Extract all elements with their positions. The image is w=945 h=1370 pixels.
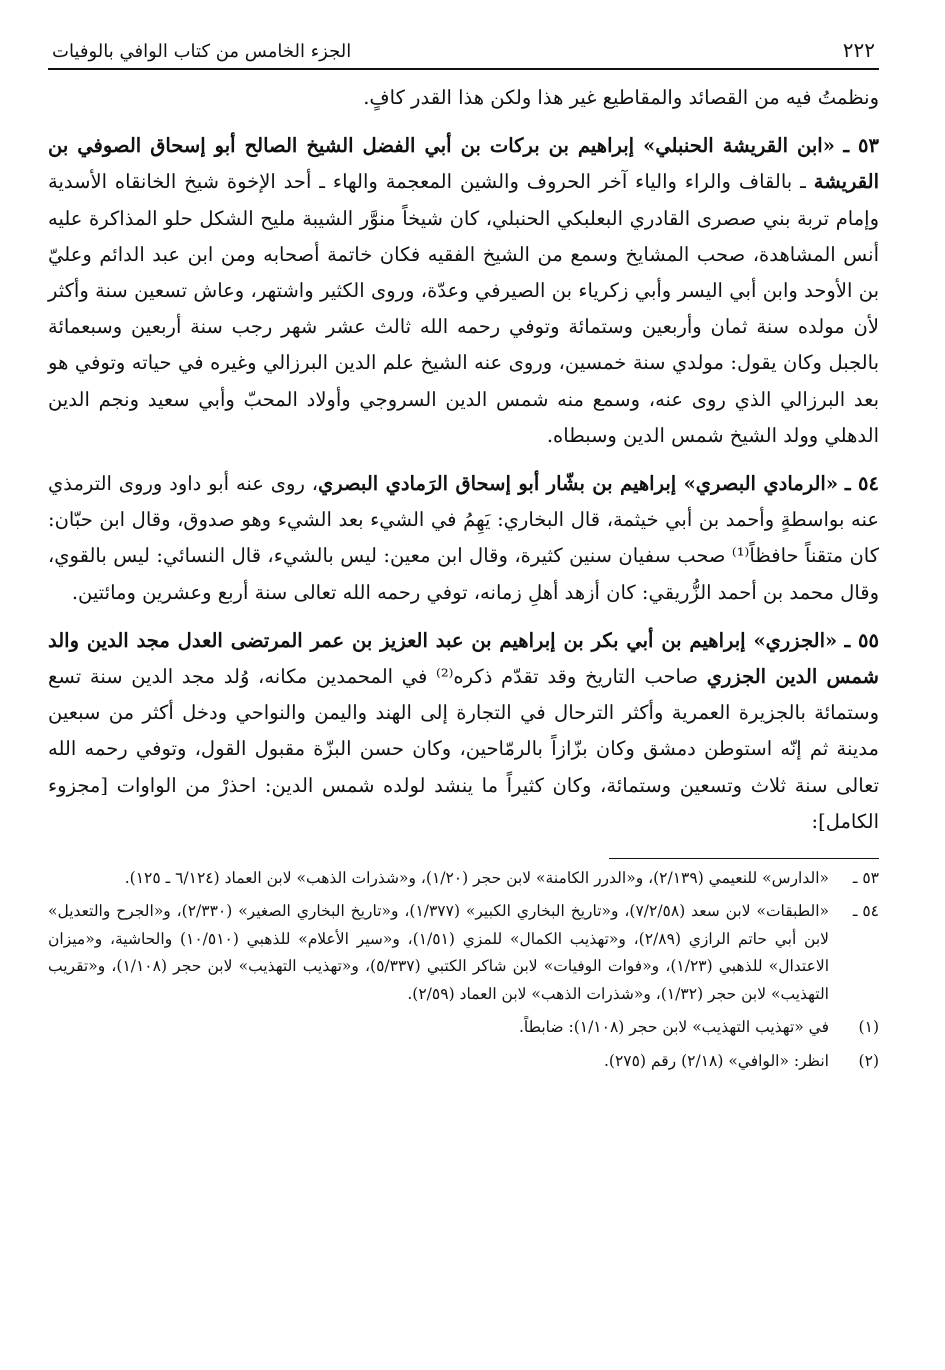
entry-55 <box>48 623 879 840</box>
footnote <box>48 865 879 892</box>
entry-text: ـ بالقاف والراء والياء آخر الحروف والشين المعجمة والهاء ـ أحد الإخوة شيخ الخانقاه الأسدية وإمام تربة بني صصرى القادري البعلبكي الحنبلي، كان شيخاً منوَّر الشيبة مليح الشكل حلو المذاكرة عليه أنس المشاهدة، صحب المشايخ وسمع من الشيخ الفقيه فكان خاتمة أصحابه ومن ابن عبد الدائم وعليّ بن الأوحد وابن أبي اليسر وأبي زكرياء بن الصيرفي وعدّة، وروى الكثير واشتهر، وعاش تسعين سنة وأكثر لأن مولده سنة ثمان وأربعين وستمائة وتوفي رحمه الله ثالث عشر شهر رجب سنة أربعين وسبعمائة بالجبل وكان يقول: مولدي سنة خمسين، وروى عنه الشيخ علم الدين البرزالي وغيره في حياته وتوفي هو بعد البرزالي الذي روى عنه، وسمع منه شمس الدين السروجي وأولاد المحبّ وأبي سعيد ونجم الدين الدهلي وولد الشيخ شمس الدين وسبطاه. <box>48 170 879 447</box>
page-number: ٢٢٢ <box>842 38 875 62</box>
footnote-ref: (٢) <box>858 1051 879 1070</box>
footnote <box>48 898 879 1008</box>
entry-text: صاحب التاريخ وقد تقدّم ذكره⁽²⁾ في المحمدين مكانه، وُلد مجد الدين سنة تسع وستمائة بالجزيرة العمرية وأكثر الترحال في التجارة إلى الهند واليمن والنواحي ودخل أكثر من سبعين مدينة ثم إنّه استوطن دمشق وكان بزّازاً بالرمّاحين، وكان حسن البزّة مقبول القول، وتوفي رحمه الله تعالى سنة ثلاث وتسعين وستمائة، وكان كثيراً ما ينشد لولده شمس الدين: احذرْ من الواوات [مجزوء الكامل]: <box>48 665 879 833</box>
lead-paragraph: ونظمتُ فيه من القصائد والمقاطيع غير هذا ولكن هذا القدر كافٍ. <box>363 86 879 109</box>
footnote <box>48 1014 879 1041</box>
entry-heading: «الجزري» إبراهيم بن أبي بكر بن إبراهيم بن عبد العزيز بن عمر المرتضى العدل مجد الدين والد شمس الدين الجزري <box>48 628 879 689</box>
entry-number: ٥٤ ـ <box>844 472 879 496</box>
entry-number: ٥٣ ـ <box>843 134 879 158</box>
footnote-text: في «تهذيب التهذيب» لابن حجر (١/١٠٨): ضابطاً. <box>518 1018 829 1037</box>
footnote-ref: (١) <box>858 1018 879 1037</box>
book-title: الجزء الخامس من كتاب الوافي بالوفيات <box>52 41 352 62</box>
entry-heading: «الرمادي البصري» إبراهيم بن بشّار أبو إسحاق الرَمادي البصري <box>318 472 839 496</box>
footnote <box>48 1048 879 1075</box>
entry-54 <box>48 466 879 611</box>
footnote-ref: ٥٣ ـ <box>852 869 879 888</box>
book-page <box>48 38 879 1350</box>
footnote-text: «الدارس» للنعيمي (٢/١٣٩)، و«الدرر الكامنة» لابن حجر (١/٢٠)، و«شذرات الذهب» لابن العماد (٦/١٢٤ ـ ١٢٥). <box>124 869 829 888</box>
entry-text: ، روى عنه أبو داود وروى الترمذي عنه بواسطةٍ وأحمد بن أبي خيثمة، قال البخاري: يَهِمُ في الشيء بعد الشيء وهو صدوق، وقال ابن حبّان: كان متقناً حافظاً⁽¹⁾ صحب سفيان سنين كثيرة، وقال ابن معين: ليس بالشيء، قال النسائي: ليس بالقوي، وقال محمد بن أحمد الزُّريقي: كان أزهد أهلِ زمانه، توفي رحمه الله تعالى سنة أربع وعشرين ومائتين. <box>48 472 879 604</box>
footnote-ref: ٥٤ ـ <box>852 902 879 921</box>
main-text <box>48 80 879 840</box>
footnote-separator <box>609 858 879 859</box>
entry-53 <box>48 128 879 454</box>
footnote-text: انظر: «الوافي» (٢/١٨) رقم (٢٧٥). <box>604 1051 829 1070</box>
entry-number: ٥٥ ـ <box>844 628 879 652</box>
footnote-text: «الطبقات» لابن سعد (٧/٢/٥٨)، و«تاريخ البخاري الكبير» (١/٣٧٧)، و«تاريخ البخاري الصغير» (٢/٣٣٠)، و«الجرح والتعديل» لابن أبي حاتم الرازي (٢/٨٩)، و«تهذيب الكمال» للمزي (١/٥١)، و«سير الأعلام» للذهبي (١٠/٥١٠) والحاشية، و«ميزان الاعتدال» للذهبي (١/٢٣)، و«فوات الوفيات» لابن شاكر الكتبي (٥/٣٣٧)، و«تهذيب التهذيب» لابن حجر (١/١٠٨)، و«تقريب التهذيب» لابن حجر (١/٣٢)، و«شذرات الذهب» لابن العماد (٢/٥٩). <box>48 902 830 1003</box>
running-header <box>48 38 879 70</box>
entry-heading: «ابن القريشة الحنبلي» إبراهيم بن بركات بن أبي الفضل الشيخ الصالح أبو إسحاق الصوفي بن القريشة <box>48 134 879 194</box>
footnotes <box>48 865 879 1075</box>
